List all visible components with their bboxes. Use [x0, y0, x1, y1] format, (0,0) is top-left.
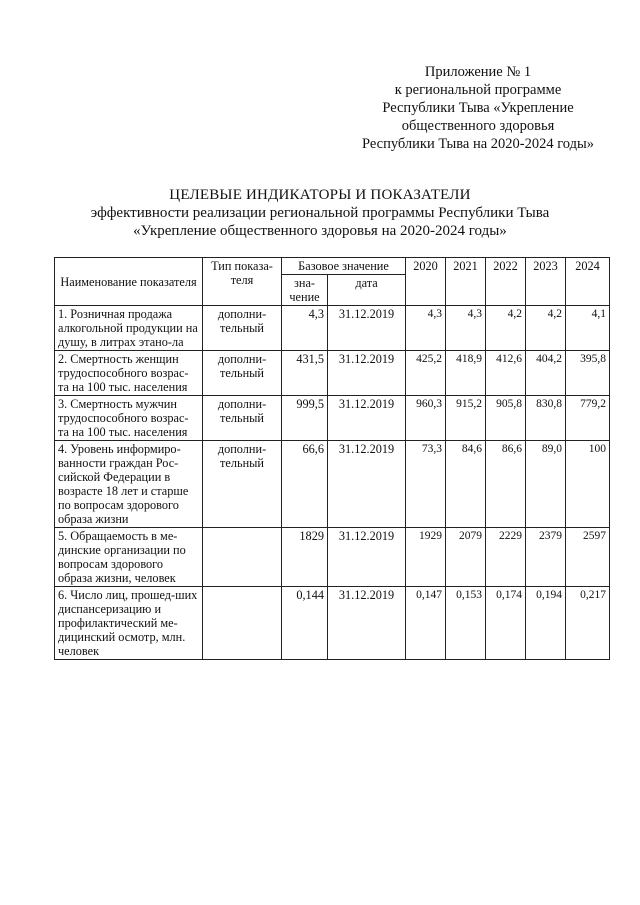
header-name: Наименование показателя	[55, 258, 203, 306]
document-subtitle: «Укрепление общественного здоровья на 2020-2024 годы»	[133, 223, 507, 239]
appendix-line: Республики Тыва «Укрепление	[382, 100, 574, 116]
year-value: 404,2	[526, 351, 566, 396]
header-year: 2023	[526, 258, 566, 306]
header-date: дата	[328, 275, 406, 306]
table-row	[55, 396, 610, 441]
year-value: 84,6	[446, 441, 486, 528]
year-value: 412,6	[486, 351, 526, 396]
appendix-line: к региональной программе	[394, 82, 562, 98]
year-value: 4,3	[406, 306, 446, 351]
header-type: Тип показа-теля	[203, 258, 282, 306]
year-value: 0,194	[526, 587, 566, 660]
base-date: 31.12.2019	[328, 528, 406, 587]
year-value: 2229	[486, 528, 526, 587]
year-value: 4,2	[526, 306, 566, 351]
year-value: 425,2	[406, 351, 446, 396]
table-row	[55, 351, 610, 396]
year-value: 0,147	[406, 587, 446, 660]
document-subtitle: эффективности реализации региональной программы Республики Тыва	[90, 205, 550, 221]
year-value: 2079	[446, 528, 486, 587]
header-value: зна-чение	[282, 275, 328, 306]
base-date: 31.12.2019	[328, 351, 406, 396]
year-value: 395,8	[566, 351, 610, 396]
document-heading	[0, 186, 640, 240]
year-value: 418,9	[446, 351, 486, 396]
year-value: 0,217	[566, 587, 610, 660]
indicator-name: 5. Обращаемость в ме-динские организации по вопросам здорового образа жизни, человек	[55, 528, 203, 587]
base-value: 431,5	[282, 351, 328, 396]
appendix-line: общественного здоровья	[401, 118, 555, 134]
header-year: 2024	[566, 258, 610, 306]
year-value: 4,2	[486, 306, 526, 351]
header-base: Базовое значение	[282, 258, 406, 275]
header-year: 2021	[446, 258, 486, 306]
document-title: ЦЕЛЕВЫЕ ИНДИКАТОРЫ И ПОКАЗАТЕЛИ	[169, 187, 471, 203]
year-value: 960,3	[406, 396, 446, 441]
year-value: 2379	[526, 528, 566, 587]
year-value: 73,3	[406, 441, 446, 528]
indicator-type	[203, 528, 282, 587]
header-year: 2022	[486, 258, 526, 306]
appendix-note	[348, 63, 608, 153]
year-value: 4,3	[446, 306, 486, 351]
base-date: 31.12.2019	[328, 396, 406, 441]
year-value: 905,8	[486, 396, 526, 441]
indicator-type: дополни-тельный	[203, 441, 282, 528]
base-value: 1829	[282, 528, 328, 587]
indicator-name: 3. Смертность мужчин трудоспособного возрас-та на 100 тыс. населения	[55, 396, 203, 441]
table-row	[55, 528, 610, 587]
base-value: 66,6	[282, 441, 328, 528]
base-date: 31.12.2019	[328, 306, 406, 351]
base-date: 31.12.2019	[328, 587, 406, 660]
header-year: 2020	[406, 258, 446, 306]
year-value: 830,8	[526, 396, 566, 441]
appendix-line: Республики Тыва на 2020-2024 годы»	[361, 136, 595, 152]
indicator-type: дополни-тельный	[203, 306, 282, 351]
year-value: 915,2	[446, 396, 486, 441]
base-value: 4,3	[282, 306, 328, 351]
year-value: 0,153	[446, 587, 486, 660]
table-row	[55, 587, 610, 660]
base-value: 999,5	[282, 396, 328, 441]
indicator-name: 1. Розничная продажа алкогольной продукции на душу, в литрах этано-ла	[55, 306, 203, 351]
indicator-name: 2. Смертность женщин трудоспособного возрас-та на 100 тыс. населения	[55, 351, 203, 396]
indicator-name: 6. Число лиц, прошед-ших диспансеризацию и профилактический ме-дицинский осмотр, млн. человек	[55, 587, 203, 660]
table-row	[55, 441, 610, 528]
indicator-name: 4. Уровень информиро-ванности граждан Рос-сийской Федерации в возрасте 18 лет и старше по вопросам здорового образа жизни	[55, 441, 203, 528]
year-value: 86,6	[486, 441, 526, 528]
year-value: 0,174	[486, 587, 526, 660]
year-value: 779,2	[566, 396, 610, 441]
header-row	[55, 258, 610, 275]
table-row	[55, 306, 610, 351]
appendix-line: Приложение № 1	[424, 64, 532, 80]
year-value: 2597	[566, 528, 610, 587]
base-value: 0,144	[282, 587, 328, 660]
indicator-type: дополни-тельный	[203, 351, 282, 396]
base-date: 31.12.2019	[328, 441, 406, 528]
year-value: 100	[566, 441, 610, 528]
year-value: 1929	[406, 528, 446, 587]
year-value: 4,1	[566, 306, 610, 351]
year-value: 89,0	[526, 441, 566, 528]
indicator-type: дополни-тельный	[203, 396, 282, 441]
indicator-type	[203, 587, 282, 660]
indicators-table	[54, 257, 610, 660]
